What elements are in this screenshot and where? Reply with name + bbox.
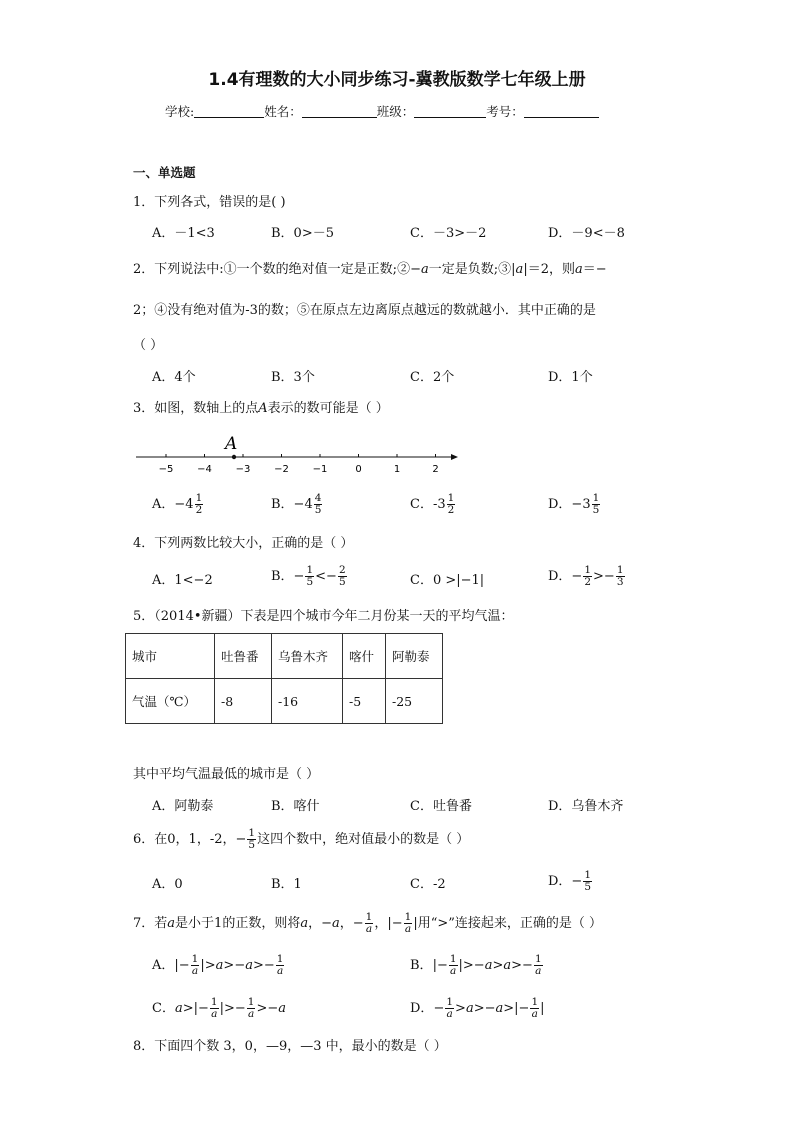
q1-stem: 1．下列各式，错误的是( ) [133,195,286,210]
q7-d-f1d [446,1009,454,1020]
q4-d-d1: 2 [584,576,592,589]
q4-d-mid: >− [593,569,615,585]
q2-minus: − [410,262,421,277]
q7-a-f1d [191,966,199,977]
q3-a-fraction [195,493,204,516]
q3-d-fraction [592,493,601,516]
page-title: 1.4有理数的大小同步练习-冀教版数学七年级上册 [208,70,586,90]
q2-abs-bar: | [511,262,516,277]
q4-b-n2: 2 [338,564,346,576]
q3-option-a [152,493,204,516]
table-cell: -8 [215,679,272,724]
q7-a-3: a [215,958,224,974]
q3-stem [133,402,389,415]
q3-option-b [271,493,323,516]
q7-fraction-1 [365,912,374,935]
q7-b-f2n: 1 [534,953,542,965]
q5-option-d: D．乌鲁木齐 [548,799,624,814]
q7-d-6: >|− [503,1001,530,1017]
q7-a-6: >− [252,958,275,974]
q5-option-a: A．阿勒泰 [152,799,214,814]
q6-num: 1 [248,827,256,839]
q7-a-lbl: A． [152,958,175,974]
q7-d-3: a [465,1001,474,1017]
q3-c-pre: C．-3 [410,497,446,513]
q7-c-2: >|− [182,1001,209,1017]
q7-b-f2dv: a [535,965,542,978]
q7-d-f1n: 1 [446,996,454,1008]
q3-d-num: 1 [592,492,600,504]
q1-option-a: A．－1<3 [152,226,215,241]
q6-d-pre: D．− [548,874,583,890]
q7-c-3: |>− [219,1001,246,1017]
q4-option-a: A．1<−2 [152,573,213,588]
q2-equals-minus: ＝− [582,262,607,277]
number-line-tick-label: 0 [355,464,362,475]
q6-stem-b: 这四个数中，绝对值最小的数是（ ） [257,832,470,848]
q5-option-c: C．吐鲁番 [410,799,472,814]
table-row [126,679,443,724]
q7-f1-n: 1 [365,911,373,923]
point-a-label: A [225,434,238,454]
q6-option-a: A．0 [152,877,183,892]
q7-b-2: |>− [458,958,485,974]
table-row [126,634,443,679]
q7-d-7: | [540,1001,545,1017]
q4-b-d1: 5 [306,576,314,589]
q3-a-num: 1 [195,492,203,504]
q7-d-frac2 [530,997,539,1020]
q6-stem [133,828,469,851]
q5-option-b: B．喀什 [271,799,320,814]
q7-a-f2n: 1 [276,953,284,965]
q6-d-fraction [583,870,592,893]
q7-d-lbl: D． [410,1001,434,1017]
q7-c-f2d [247,1009,255,1020]
q7-list-f: |用“>”连接起来，正确的是（ ） [413,916,603,932]
q7-a-2: |> [200,958,216,974]
q3-a-pre: A．−4 [152,497,194,513]
q4-d-pre: D．− [548,569,583,585]
q2-stem-line1 [133,263,607,276]
q7-c-5: a [278,1001,286,1017]
q1-option-d: D．－9<－8 [548,226,625,241]
q7-c-f2n: 1 [247,996,255,1008]
q7-a-1: |− [174,958,190,974]
q7-c-frac1 [210,997,219,1020]
q7-c-4: >− [256,1001,279,1017]
q3-b-num: 4 [314,492,322,504]
q7-c-frac2 [247,997,256,1020]
q4-b-d2: 5 [338,576,346,589]
q7-f2-n: 1 [404,911,412,923]
number-line-tick-label: 1 [393,464,401,475]
q4-stem: 4．下列两数比较大小，正确的是（ ） [133,536,354,551]
q7-a-4: − [234,958,246,974]
q2-var-a2: a [515,262,524,277]
q4-d-d2: 3 [616,576,624,589]
table-header-cell: 阿勒泰 [386,634,443,679]
q2-statement-2: 一定是负数; [428,262,499,277]
q7-a-gt: > [223,958,235,974]
number-line-tick-label: −5 [158,464,174,475]
q7-option-d [410,997,545,1020]
q7-c-1: a [174,1001,183,1017]
q6-d-den: 5 [584,881,592,894]
q7-b-4: > [492,958,504,974]
q6-d-num: 1 [584,869,592,881]
number-line-tick-label: 2 [432,464,439,475]
q2-option-b: B．3个 [271,370,315,385]
number-label: 考号： [486,104,524,119]
class-blank[interactable] [414,105,486,118]
q3-b-den: 5 [314,504,322,517]
q5-stem: 5．（2014•新疆）下表是四个城市今年二月份某一天的平均气温： [133,609,514,624]
q7-list-c: a [332,916,340,932]
class-label: 班级： [376,104,415,119]
circled-three: ③ [498,262,512,277]
q3-option-d [548,493,601,516]
q7-stem-a: 7．若 [133,916,168,932]
q7-d-2: > [455,1001,466,1017]
q2-stem-line2: 2；④没有绝对值为-3的数；⑤在原点左边离原点越远的数就越小．其中正确的是 [133,303,596,318]
student-info-line [165,105,599,119]
section-heading: 一、单选题 [133,165,196,180]
q4-option-d [548,565,626,588]
q7-b-f1n: 1 [449,953,457,965]
number-line-tick-label: −4 [197,464,212,475]
circled-one: ① [223,262,237,277]
q7-a-f2dv: a [276,965,284,978]
q7-d-f2n: 1 [531,996,539,1008]
q3-c-fraction [447,493,456,516]
q1-option-b: B．0>－5 [271,226,334,241]
number-line-tick-label: −3 [235,464,251,475]
q7-d-1: − [433,1001,445,1017]
q7-a-frac1 [191,954,200,977]
q7-c-f1d [210,1009,218,1020]
name-blank[interactable] [302,105,377,118]
q2-intro: 2．下列说法中: [133,262,224,277]
q8-stem: 8．下面四个数 3，0，—9，—3 中，最小的数是（ ） [133,1039,447,1054]
q7-b-frac2 [534,954,543,977]
table-cell: -16 [272,679,343,724]
q4-b-frac2 [338,565,347,588]
q7-d-4: >− [473,1001,496,1017]
q3-d-den: 5 [592,504,600,517]
q1-option-c: C．－3>－2 [410,226,487,241]
q3-c-num: 1 [447,492,455,504]
q3-c-den: 2 [447,504,455,517]
table-header-cell: 喀什 [343,634,386,679]
table-cell: -25 [386,679,443,724]
q7-fraction-2 [404,912,413,935]
q7-c-f2dv: a [247,1008,255,1021]
q7-d-f1dv: a [446,1008,453,1021]
q7-list-e: ，|− [374,916,403,932]
q6-option-d [548,870,593,893]
q7-a-frac2 [276,954,285,977]
point-a-dot [232,455,236,459]
school-blank[interactable] [194,105,264,118]
q7-option-b [410,954,544,977]
table-header-cell: 乌鲁木齐 [272,634,343,679]
q4-option-b [271,565,348,588]
q3-b-fraction [314,493,323,516]
q7-var: a [167,916,176,932]
q2-option-c: C．2个 [410,370,455,385]
q7-list-a: a [300,916,309,932]
circled-two: ② [397,262,411,277]
q7-f2-d [404,924,412,935]
school-label: 学校: [165,104,195,119]
q4-option-c: C．0 >|−1| [410,573,485,588]
q6-option-b: B．1 [271,877,302,892]
q5-followup: 其中平均气温最低的城市是（ ） [133,767,320,782]
q7-b-f1d [449,966,457,977]
q2-stem-line3: （ ） [133,338,164,353]
q7-a-5: a [245,958,253,974]
q6-fraction [247,828,256,851]
number-line [133,430,463,475]
q4-b-mid: <− [315,569,337,585]
q7-f1-d-var: a [365,923,373,936]
q7-f1-d [365,924,373,935]
q7-option-a [152,954,285,977]
q3-b-pre: B．−4 [271,497,313,513]
name-label: 姓名： [264,104,302,119]
q2-statement-1: 一个数的绝对值一定是正数; [236,262,398,277]
q7-c-f1n: 1 [210,996,218,1008]
q2-var-a: a [420,262,429,277]
q3-d-pre: D．−3 [548,497,591,513]
q7-list-b: ，− [308,916,332,932]
number-line-tick-label: −2 [274,464,289,475]
q7-d-f2d [531,1009,539,1020]
q4-d-n1: 1 [584,564,592,576]
q7-b-f1dv: a [450,965,457,978]
number-line-tick-label: −1 [312,464,328,475]
q7-d-5: a [495,1001,504,1017]
q7-b-6: >− [511,958,533,974]
q7-a-f1dv: a [191,965,199,978]
q4-b-n1: 1 [306,564,314,576]
q3-point-label: A [258,401,268,416]
q7-stem-b: 是小于1的正数，则将 [175,916,301,932]
q2-option-d: D．1个 [548,370,593,385]
q4-d-n2: 1 [616,564,624,576]
q7-a-f1n: 1 [191,953,199,965]
table-header-cell: 吐鲁番 [215,634,272,679]
q6-option-c: C．-2 [410,877,446,892]
q7-b-frac1 [449,954,458,977]
q7-f2-d-var: a [404,923,412,936]
q7-b-lbl: B． [410,958,433,974]
q3-stem-a: 3．如图，数轴上的点 [133,401,259,416]
q7-c-lbl: C． [152,1001,175,1017]
q2-var-a3: a [574,262,583,277]
q2-statement-3: |＝2，则 [523,262,575,277]
q7-b-5: a [503,958,512,974]
q2-option-a: A．4个 [152,370,196,385]
q6-stem-a: 6．在0，1，-2，− [133,832,247,848]
q7-a-f2d [276,966,284,977]
q3-option-c [410,493,456,516]
q7-c-f1dv: a [211,1008,218,1021]
q7-option-c [152,997,286,1020]
q4-d-frac2 [616,565,625,588]
q3-stem-b: 表示的数可能是（ ） [267,401,389,416]
q7-stem [133,912,602,935]
q7-d-f2dv: a [531,1008,538,1021]
q7-b-1: |− [432,958,448,974]
q4-d-frac1 [583,565,592,588]
q7-b-3: a [484,958,493,974]
q6-den: 5 [248,839,256,852]
q4-b-frac1 [305,565,314,588]
q7-list-d: ，− [339,916,364,932]
table-cell: -5 [343,679,386,724]
table-cell: 气温（℃） [126,679,215,724]
q7-b-f2d [534,966,542,977]
number-line-arrow [451,454,458,460]
q7-d-frac1 [445,997,454,1020]
temperature-table [125,633,443,724]
q4-b-pre: B．− [271,569,305,585]
q3-a-den: 2 [195,504,203,517]
table-header-cell: 城市 [126,634,215,679]
number-blank[interactable] [524,105,599,118]
